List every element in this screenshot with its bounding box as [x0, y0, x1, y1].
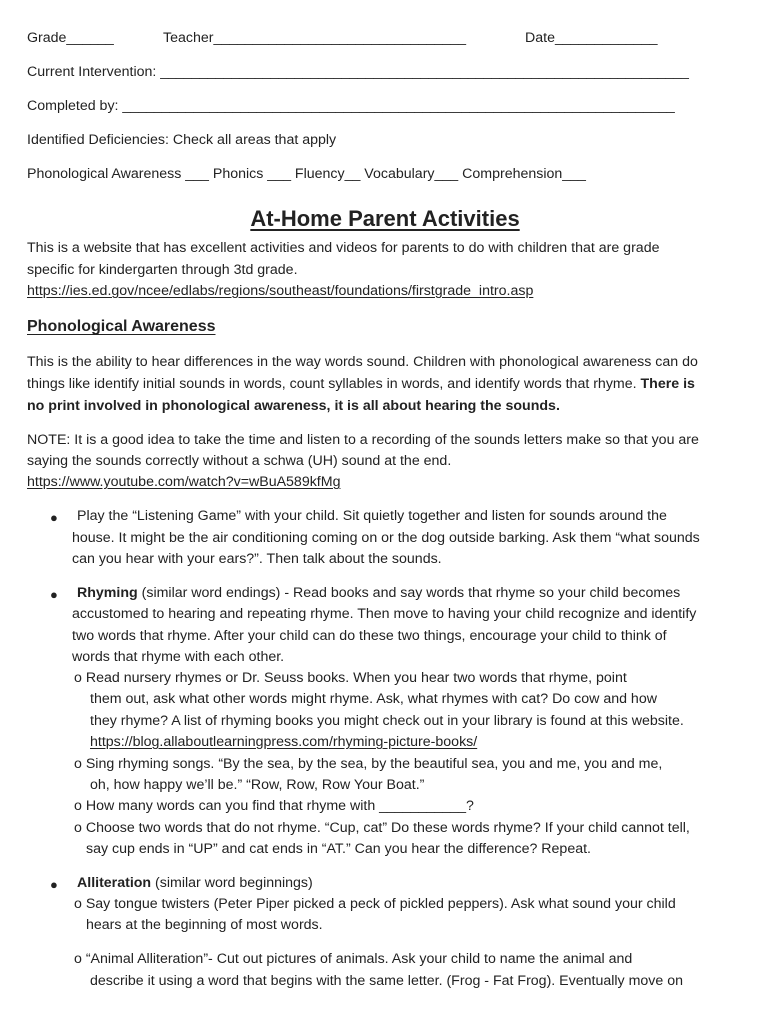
grade-field: Grade______ — [27, 30, 114, 46]
alliteration-line-1-text: (similar word beginnings) — [151, 875, 313, 891]
bullet-icon: ● — [50, 877, 58, 892]
identified-deficiencies-label: Identified Deficiencies: Check all areas that apply — [27, 132, 337, 148]
rhyming-line-3: two words that rhyme. After your child can do these two things, encourage your child to think of — [72, 628, 667, 644]
note-line-1: NOTE: It is a good idea to take the time and listen to a recording of the sounds letters make so that you are — [27, 432, 699, 448]
bullet-icon: ● — [50, 510, 58, 525]
rhyming-sub3-line-1: o How many words can you find that rhyme with ___________? — [74, 798, 474, 814]
page-title: At-Home Parent Activities — [250, 206, 520, 231]
desc-line-1: This is the ability to hear differences in the way words sound. Children with phonological awareness can do — [27, 354, 698, 370]
rhyming-line-4: words that rhyme with each other. — [72, 649, 285, 665]
listening-line-1: Play the “Listening Game” with your child. Sit quietly together and listen for sounds around the — [77, 508, 667, 524]
rhyming-books-link[interactable]: https://blog.allaboutlearningpress.com/rhyming-picture-books/ — [90, 734, 478, 750]
current-intervention-field: Current Intervention: ___________________________________________________________________ — [27, 64, 689, 80]
deficiency-areas-checklist: Phonological Awareness ___ Phonics ___ Fluency__ Vocabulary___ Comprehension___ — [27, 166, 586, 182]
rhyming-line-1-text: (similar word endings) - Read books and say words that rhyme so your child becomes — [137, 585, 681, 601]
alliteration-line-1 — [77, 875, 313, 892]
rhyming-line-2: accustomed to hearing and repeating rhyme. Then move to having your child recognize and identify — [72, 606, 697, 622]
section-heading-phonological: Phonological Awareness — [27, 318, 216, 335]
intro-line-1: This is a website that has excellent activities and videos for parents to do with children that are grade — [27, 240, 660, 256]
alliteration-label: Alliteration — [77, 875, 152, 891]
rhyming-sub1-line-2: them out, ask what other words might rhyme. Ask, what rhymes with cat? Do cow and how — [90, 691, 657, 707]
completed-by-field: Completed by: ______________________________________________________________________ — [27, 98, 675, 114]
desc-line-2 — [27, 376, 695, 393]
note-line-2: saying the sounds correctly without a schwa (UH) sound at the end. — [27, 453, 452, 469]
date-field: Date_____________ — [525, 30, 658, 46]
alliteration-sub2-line-1: o “Animal Alliteration”- Cut out pictures of animals. Ask your child to name the animal and — [74, 951, 633, 967]
alliteration-sub1-line-1: o Say tongue twisters (Peter Piper picked a peck of pickled peppers). Ask what sound your child — [74, 896, 676, 912]
rhyming-sub4-line-1: o Choose two words that do not rhyme. “Cup, cat” Do these words rhyme? If your child cannot tell, — [74, 820, 690, 836]
desc-line-3: no print involved in phonological awareness, it is all about hearing the sounds. — [27, 398, 560, 414]
rhyming-sub1-line-3: they rhyme? A list of rhyming books you might check out in your library is found at this website. — [90, 713, 684, 729]
bullet-icon: ● — [50, 587, 58, 602]
desc-line-2-bold: There is — [640, 376, 695, 392]
rhyming-sub4-line-2: say cup ends in “UP” and cat ends in “AT.” Can you hear the difference? Repeat. — [86, 841, 591, 857]
rhyming-sub2-line-2: oh, how happy we’ll be.” “Row, Row, Row Your Boat.” — [90, 777, 425, 793]
rhyming-label: Rhyming — [77, 585, 138, 601]
intro-line-2: specific for kindergarten through 3td grade. — [27, 262, 298, 278]
listening-line-2: house. It might be the air conditioning coming on or the dog outside barking. Ask them “what sounds — [72, 530, 700, 546]
ies-link[interactable]: https://ies.ed.gov/ncee/edlabs/regions/southeast/foundations/firstgrade_intro.asp — [27, 283, 534, 299]
rhyming-sub1-line-1: o Read nursery rhymes or Dr. Seuss books. When you hear two words that rhyme, point — [74, 670, 627, 686]
teacher-field: Teacher________________________________ — [163, 30, 466, 46]
desc-line-2-text: things like identify initial sounds in words, count syllables in words, and identify words that rhyme. — [27, 376, 641, 392]
listening-line-3: can you hear with your ears?”. Then talk about the sounds. — [72, 551, 442, 567]
alliteration-sub1-line-2: hears at the beginning of most words. — [86, 917, 323, 933]
alliteration-sub2-line-2: describe it using a word that begins with the same letter. (Frog - Fat Frog). Eventually move on — [90, 973, 683, 989]
rhyming-line-1 — [77, 585, 680, 602]
youtube-link[interactable]: https://www.youtube.com/watch?v=wBuA589kfMg — [27, 474, 341, 490]
rhyming-sub2-line-1: o Sing rhyming songs. “By the sea, by the sea, by the beautiful sea, you and me, you and me, — [74, 756, 663, 772]
